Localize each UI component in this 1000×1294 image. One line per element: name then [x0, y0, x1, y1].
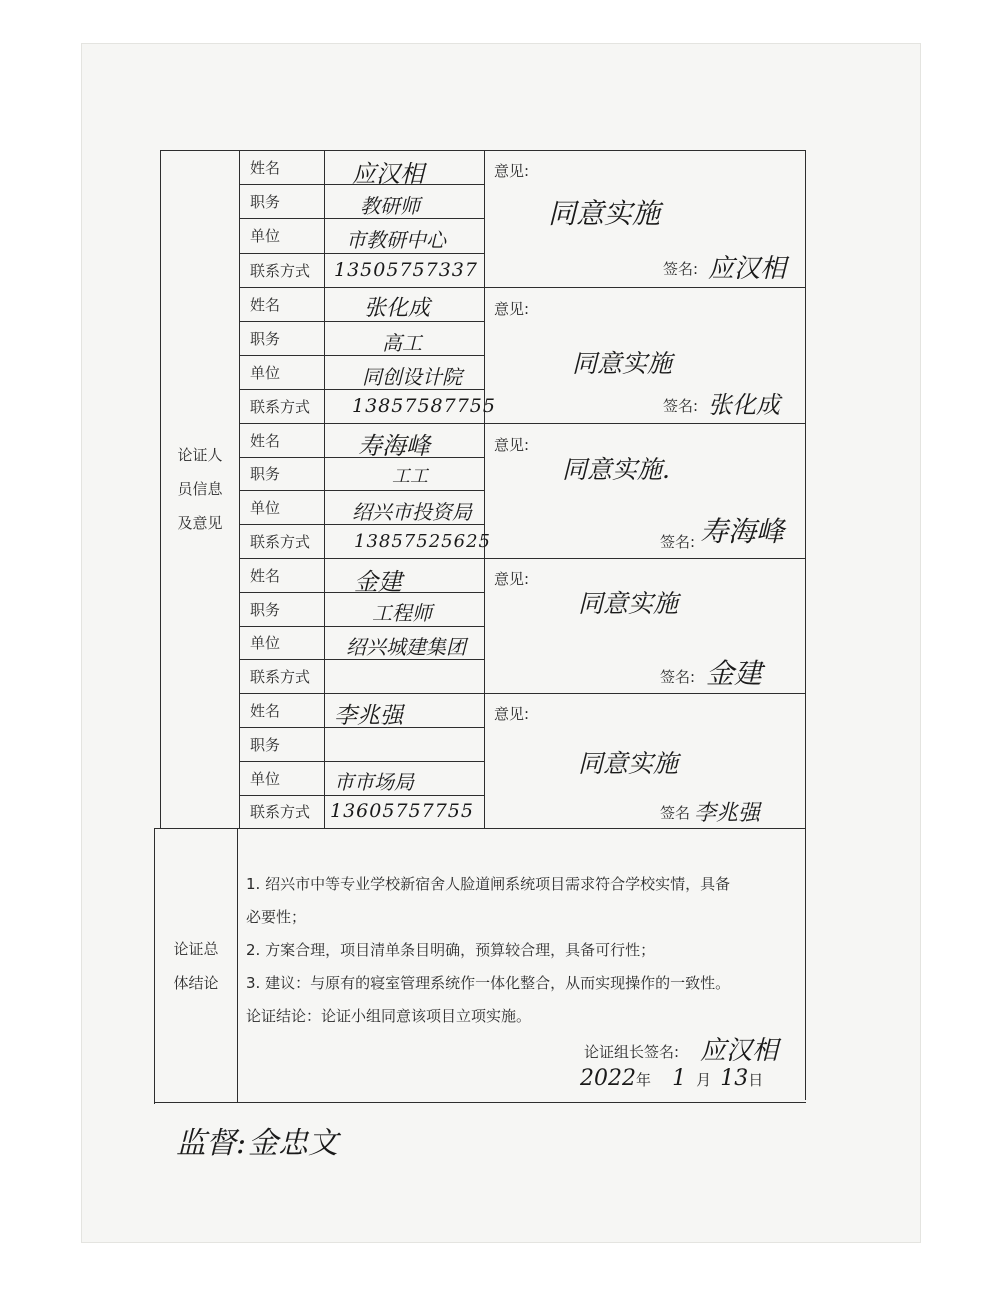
expert-name-value: 张化成 — [364, 296, 431, 321]
expert-unit-value: 市市场局 — [334, 770, 414, 794]
expert-unit-value: 市教研中心 — [346, 228, 446, 252]
conclusion-text — [246, 868, 801, 1033]
leader-signature-label: 论证组长签名: — [584, 1043, 680, 1061]
name-label: 姓名 — [250, 431, 281, 450]
opinion-label: 意见: — [494, 436, 530, 454]
signature-label: 签名: — [660, 533, 696, 551]
conclusion-line: 3. 建议：与原有的寝室管理系统作一体化整合，从而实现操作的一致性。 — [246, 974, 731, 992]
unit-label: 单位 — [250, 498, 281, 517]
section-label-line: 论证总 — [173, 940, 219, 958]
expert-position-value: 工程师 — [372, 601, 432, 625]
expert-unit-value: 同创设计院 — [362, 365, 462, 389]
date-month-suffix: 月 — [696, 1071, 712, 1089]
position-label: 职务 — [250, 329, 281, 348]
expert-position-value: 教研师 — [360, 194, 420, 218]
conclusion-line: 1. 绍兴市中等专业学校新宿舍人脸道闸系统项目需求符合学校实情，具备 — [246, 875, 731, 893]
opinion-label: 意见: — [494, 162, 530, 180]
opinion-label: 意见: — [494, 570, 530, 588]
expert-opinion-value: 同意实施. — [562, 455, 670, 484]
opinion-label: 意见: — [494, 705, 530, 723]
position-label: 职务 — [250, 600, 281, 619]
contact-label: 联系方式 — [250, 261, 311, 280]
date-year: 2022 — [580, 1066, 636, 1091]
section-label-line: 员信息 — [177, 480, 223, 498]
expert-position-value: 工工 — [392, 466, 428, 487]
signature-label: 签名: — [660, 668, 696, 686]
section-label-conclusion — [156, 932, 236, 1000]
expert-name-value: 寿海峰 — [358, 432, 430, 460]
expert-contact-value: 13505757337 — [334, 259, 478, 281]
section-label-experts — [162, 438, 238, 540]
leader-signature: 应汉相 — [700, 1036, 779, 1066]
contact-label: 联系方式 — [250, 667, 311, 686]
expert-opinion-value: 同意实施 — [578, 749, 679, 778]
expert-position-value: 高工 — [382, 331, 422, 355]
expert-unit-value: 绍兴城建集团 — [346, 635, 466, 659]
expert-signature: 寿海峰 — [700, 515, 785, 548]
conclusion-line: 必要性； — [246, 908, 307, 926]
expert-name-value: 应汉相 — [352, 160, 424, 188]
date-year-suffix: 年 — [636, 1071, 652, 1089]
expert-name-value: 金建 — [354, 568, 402, 596]
signature-label: 签名 — [660, 804, 691, 822]
expert-signature: 金建 — [706, 657, 763, 690]
col-line-value — [484, 150, 485, 828]
name-label: 姓名 — [250, 701, 281, 720]
position-label: 职务 — [250, 735, 281, 754]
position-label: 职务 — [250, 192, 281, 211]
expert-contact-value: 13605757755 — [330, 800, 474, 822]
expert-signature: 张化成 — [708, 391, 780, 419]
frame-left-lower — [154, 828, 155, 1104]
section-label-line: 及意见 — [177, 514, 223, 532]
position-label: 职务 — [250, 465, 281, 483]
date-day: 13 — [720, 1066, 749, 1091]
conclusion-date — [580, 1066, 763, 1091]
unit-label: 单位 — [250, 363, 281, 382]
date-day-suffix: 日 — [748, 1071, 764, 1089]
contact-label: 联系方式 — [250, 532, 311, 551]
section-label-line: 论证人 — [177, 446, 223, 464]
expert-signature: 应汉相 — [708, 254, 787, 284]
supervisor-name: 金忠文 — [248, 1126, 338, 1161]
contact-label: 联系方式 — [250, 803, 311, 821]
col-line-side-lower — [237, 828, 238, 1102]
name-label: 姓名 — [250, 295, 281, 314]
expert-opinion-value: 同意实施 — [548, 197, 661, 230]
name-label: 姓名 — [250, 158, 281, 177]
expert-opinion-value: 同意实施 — [578, 589, 679, 618]
section-label-line: 体结论 — [173, 974, 219, 992]
block-line-3 — [239, 558, 805, 559]
contact-label: 联系方式 — [250, 397, 311, 416]
expert-name-value: 李兆强 — [334, 703, 403, 729]
opinion-label: 意见: — [494, 300, 530, 318]
block-line-2 — [239, 423, 805, 424]
frame-left — [160, 150, 161, 828]
conclusion-line: 2. 方案合理，项目清单条目明确，预算较合理，具备可行性； — [246, 941, 656, 959]
expert-opinion-value: 同意实施 — [572, 349, 673, 378]
signature-label: 签名: — [663, 260, 699, 278]
block-line-4 — [239, 693, 805, 694]
section-divider — [155, 828, 805, 829]
name-label: 姓名 — [250, 566, 281, 585]
supervisor-label: 监督: — [176, 1126, 247, 1161]
unit-label: 单位 — [250, 634, 281, 652]
signature-label: 签名: — [663, 397, 699, 415]
unit-label: 单位 — [250, 227, 281, 245]
frame-bottom — [154, 1102, 806, 1103]
frame-right — [805, 150, 806, 1100]
expert-contact-value: 13857525625 — [354, 531, 491, 552]
conclusion-line: 论证结论：论证小组同意该项目立项实施。 — [246, 1007, 532, 1025]
expert-contact-value: 13857587755 — [352, 395, 496, 417]
expert-signature: 李兆强 — [694, 801, 761, 826]
date-month: 1 — [672, 1066, 687, 1091]
unit-label: 单位 — [250, 769, 281, 788]
expert-unit-value: 绍兴市投资局 — [352, 500, 472, 524]
block-line-1 — [239, 287, 805, 288]
